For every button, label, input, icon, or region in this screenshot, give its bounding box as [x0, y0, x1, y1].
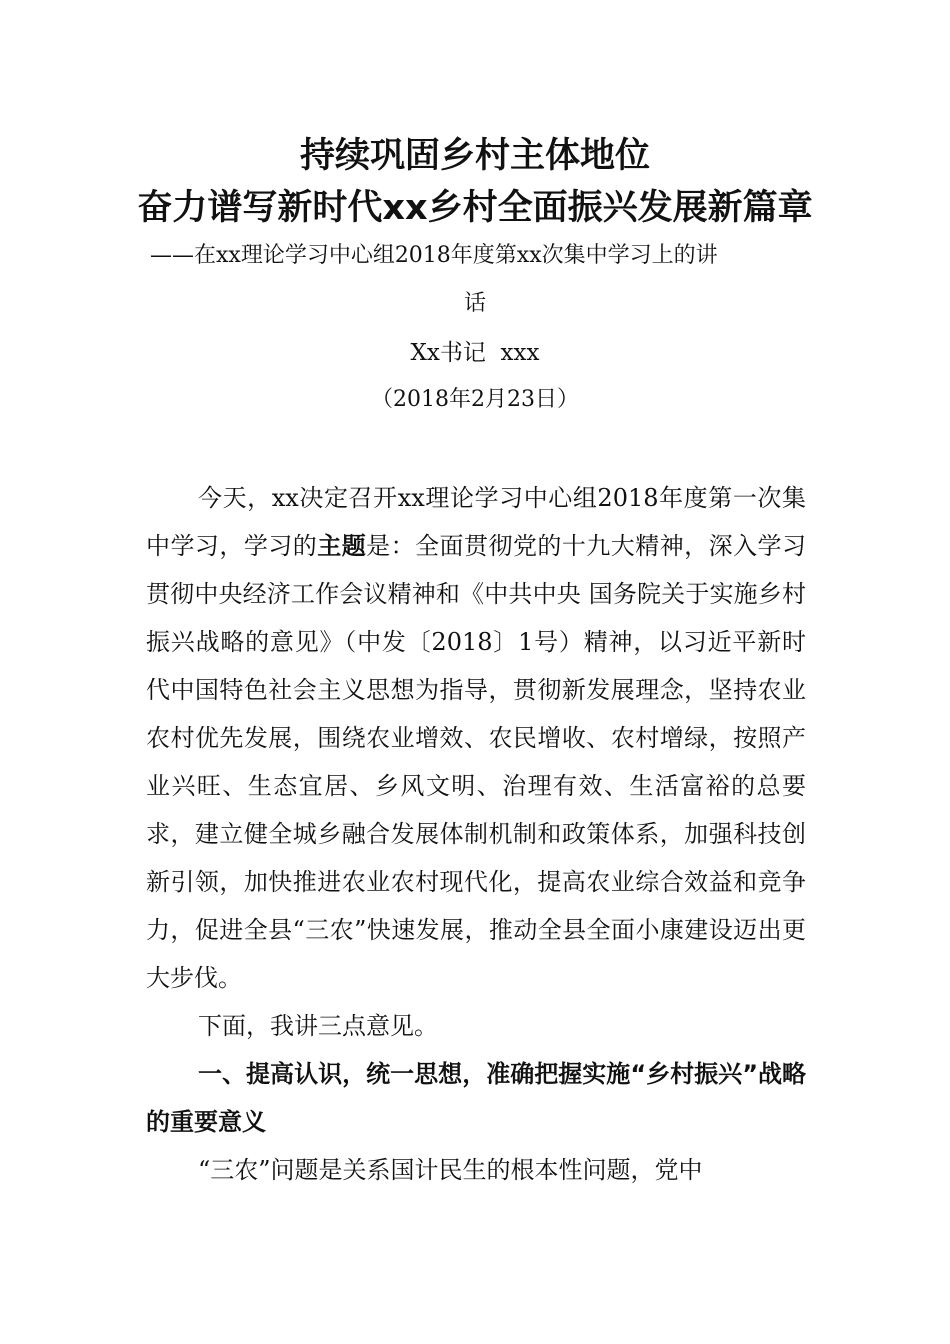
document-author: Xx书记 xxx	[410, 340, 540, 366]
section-heading-1: 一、提高认识，统一思想，准确把握实施“乡村振兴”战略的重要意义	[146, 1060, 806, 1136]
paragraph-intro-text-before: 今天，xx决定召开xx理论学习中心组2018年度第一次集中学习，学习的	[146, 484, 806, 560]
paragraph-section-1: “三农”问题是关系国计民生的根本性问题，党中	[198, 1156, 703, 1184]
paragraph-transition: 下面，我讲三点意见。	[198, 1012, 438, 1040]
document-body	[146, 474, 806, 1194]
document-subtitle-line1: ——在xx理论学习中心组2018年度第xx次集中学习上的讲	[150, 243, 718, 268]
paragraph-intro	[146, 474, 806, 1002]
paragraph-intro-text-after: 是：全面贯彻党的十九大精神，深入学习贯彻中央经济工作会议精神和《中共中央 国务院关于实施乡村振兴战略的意见》（中发〔2018〕1号）精神，以习近平新时代中国特色社会主义思想为指导，贯彻新发展理念，坚持农业农村优先发展，围绕农业增效、农民增收、农村增绿，按照产业兴旺、生态宜居、乡风文明、治理有效、生活富裕的总要求，建立健全城乡融合发展体制机制和政策体系，加强科技创新引领，加快推进农业农村现代化，提高农业综合效益和竞争力，促进全县“三农”快速发展，推动全县全面小康建设迈出更大步伐。	[146, 532, 807, 992]
document-date: （2018年2月23日）	[371, 387, 579, 412]
document-title-line2: 奋力谱写新时代xx乡村全面振兴发展新篇章	[137, 188, 813, 228]
paragraph-intro-bold-term: 主题	[317, 532, 367, 560]
document-title-line1: 持续巩固乡村主体地位	[299, 136, 650, 176]
document-subtitle-line2: 话	[463, 291, 486, 316]
